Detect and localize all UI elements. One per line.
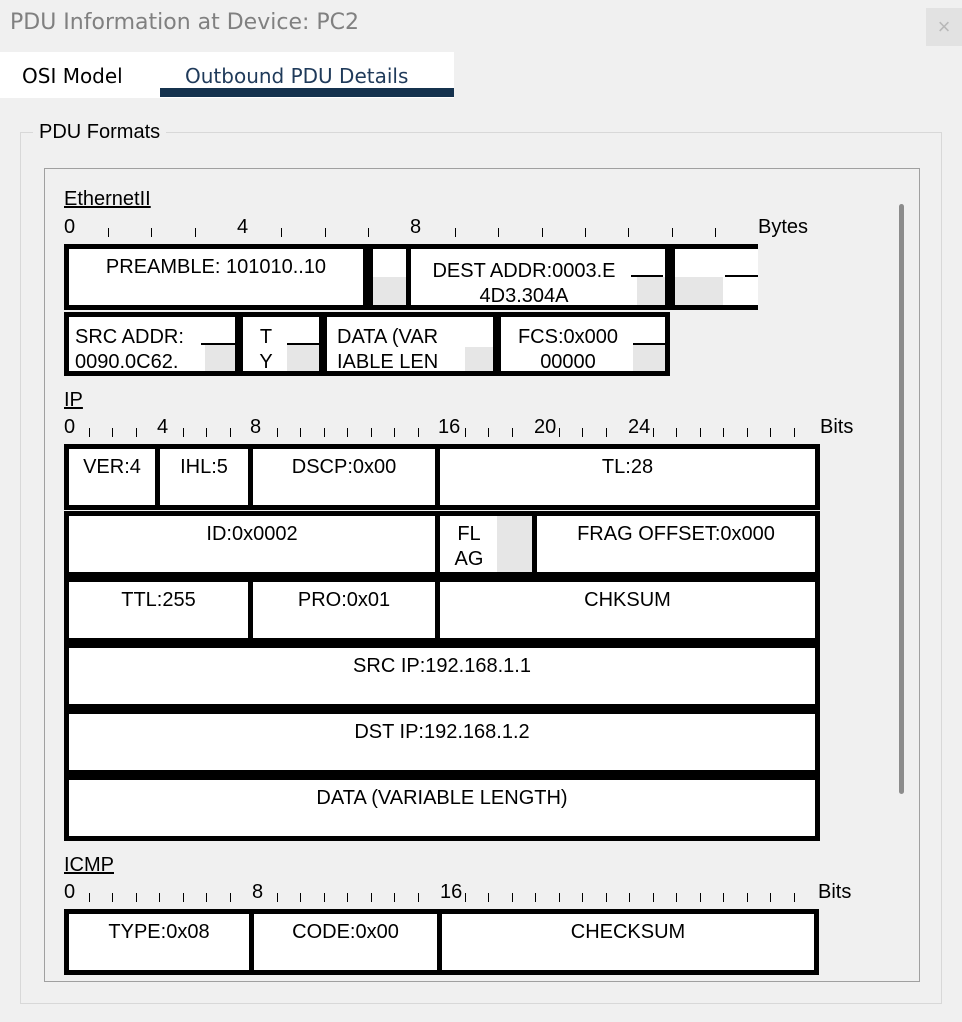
ruler-tick — [653, 428, 654, 437]
ruler-tick — [488, 893, 489, 902]
ruler-tick — [418, 428, 419, 437]
overflow-shade — [675, 277, 723, 305]
ruler-tick — [108, 228, 109, 237]
ip-src-ip-label: SRC IP:192.168.1.1 — [353, 655, 531, 677]
ruler-tick — [371, 428, 372, 437]
icmp-ruler-tick-label: 8 — [252, 881, 264, 903]
ip-ruler-tick-label: 8 — [250, 416, 262, 438]
ruler-tick — [89, 428, 90, 437]
ethernet-src-addr-field — [64, 312, 240, 376]
tab-osi-model[interactable]: OSI Model — [22, 64, 123, 88]
ruler-tick — [676, 893, 677, 902]
ip-id-field — [64, 511, 440, 577]
ruler-tick — [770, 893, 771, 902]
ethernet-dest-addr-field — [406, 244, 670, 310]
ruler-tick — [183, 893, 184, 902]
ruler-tick — [394, 893, 395, 902]
ruler-tick — [512, 428, 513, 437]
tab-bar-filler — [454, 52, 962, 98]
ethernet-dest-addr-continuation — [670, 244, 758, 310]
ethernet-fcs-line: FCS:0x000 — [517, 326, 619, 348]
ip-ttl-label: TTL:255 — [121, 589, 196, 611]
ip-tl-field — [435, 444, 820, 510]
ethernet-ruler-unit: Bytes — [758, 216, 809, 238]
ethernet-preamble-label: PREAMBLE: 101010..10 — [105, 256, 327, 278]
ip-chksum-label: CHKSUM — [584, 589, 671, 611]
ruler-tick — [628, 228, 629, 237]
ruler-tick — [629, 893, 630, 902]
ruler-tick — [112, 428, 113, 437]
ip-tl-label: TL:28 — [601, 456, 654, 478]
ruler-tick — [512, 893, 513, 902]
ip-pro-field — [248, 577, 440, 643]
ruler-tick — [700, 428, 701, 437]
ethernet-data-field — [322, 312, 498, 376]
ruler-tick — [747, 428, 748, 437]
ethernet-data-line: IABLE LEN — [337, 351, 439, 373]
overflow-shade — [465, 347, 493, 371]
field-continuation-line — [287, 343, 321, 345]
close-button[interactable] — [926, 8, 962, 46]
ruler-tick — [700, 893, 701, 902]
ip-pro-label: PRO:0x01 — [297, 589, 391, 611]
field-continuation-line — [633, 343, 665, 345]
window-title: PDU Information at Device: PC2 — [10, 10, 360, 35]
icmp-code-field — [249, 909, 442, 975]
ruler-tick — [455, 228, 456, 237]
ruler-tick — [230, 893, 231, 902]
ip-dst-ip-field — [64, 709, 820, 775]
ruler-tick — [206, 428, 207, 437]
ip-flag-line: AG — [454, 548, 484, 570]
ruler-tick — [347, 893, 348, 902]
ruler-tick — [585, 228, 586, 237]
icmp-clip-region — [44, 905, 920, 981]
overflow-shade — [205, 345, 235, 371]
ruler-tick — [747, 893, 748, 902]
ip-title: IP — [64, 389, 83, 411]
ethernet-type-field — [238, 312, 324, 376]
ip-ruler-unit: Bits — [820, 416, 854, 438]
ruler-tick — [300, 893, 301, 902]
overflow-shade — [373, 277, 406, 305]
ethernet-fcs-line: 00000 — [540, 351, 596, 373]
ruler-tick — [281, 228, 282, 237]
overflow-shade — [497, 516, 532, 572]
ip-chksum-field — [435, 577, 820, 643]
ip-data-field — [64, 775, 820, 841]
ruler-tick — [195, 228, 196, 237]
ip-flag-line: FL — [457, 523, 481, 545]
icmp-checksum-label: CHECKSUM — [570, 921, 686, 943]
ruler-tick — [770, 428, 771, 437]
ip-ttl-field — [64, 577, 253, 643]
ruler-tick — [676, 428, 677, 437]
close-icon: × — [937, 14, 951, 39]
icmp-ruler-tick-label: 0 — [64, 881, 76, 903]
ruler-tick — [582, 428, 583, 437]
ip-data-label: DATA (VARIABLE LENGTH) — [316, 787, 568, 809]
icmp-ruler-tick-label: 16 — [440, 881, 463, 903]
ip-ruler-tick-label: 0 — [64, 416, 76, 438]
icmp-title: ICMP — [64, 854, 114, 876]
ip-ver-label: VER:4 — [83, 456, 141, 478]
ruler-tick — [559, 893, 560, 902]
ethernet-ruler-tick-label: 0 — [64, 216, 76, 238]
ruler-tick — [498, 228, 499, 237]
ruler-tick — [183, 428, 184, 437]
ethernet-data-line: DATA (VAR — [337, 326, 439, 348]
ruler-tick — [89, 893, 90, 902]
tab-outbound-pdu-details[interactable]: Outbound PDU Details — [185, 64, 409, 88]
ruler-tick — [559, 428, 560, 437]
pdu-formats-legend: PDU Formats — [33, 121, 166, 144]
ruler-tick — [794, 428, 795, 437]
ruler-tick — [394, 428, 395, 437]
ip-ihl-field — [155, 444, 253, 510]
ethernet-src-addr-line: SRC ADDR: — [75, 326, 184, 348]
ethernet-type-line: T — [259, 326, 273, 348]
ip-ruler-tick-label: 24 — [628, 416, 651, 438]
ruler-tick — [347, 428, 348, 437]
ethernet-preamble-continuation — [368, 244, 411, 310]
ruler-tick — [672, 228, 673, 237]
ethernet-type-line: Y — [259, 351, 273, 373]
icmp-ruler-unit: Bits — [818, 881, 852, 903]
ruler-tick — [277, 893, 278, 902]
ruler-tick — [582, 893, 583, 902]
vertical-scrollbar-thumb[interactable] — [899, 204, 904, 794]
field-continuation-line — [201, 343, 235, 345]
ip-id-label: ID:0x0002 — [206, 523, 298, 545]
ruler-tick — [136, 428, 137, 437]
ip-src-ip-field — [64, 643, 820, 709]
ruler-tick — [606, 428, 607, 437]
ruler-tick — [159, 893, 160, 902]
ethernet-fcs-field — [496, 312, 670, 376]
ruler-tick — [715, 228, 716, 237]
ip-ruler-tick-label: 4 — [157, 416, 169, 438]
ruler-tick — [418, 893, 419, 902]
ruler-tick — [151, 228, 152, 237]
overflow-shade — [637, 277, 665, 305]
ip-ruler-tick-label: 20 — [534, 416, 557, 438]
ip-frag-offset-label: FRAG OFFSET:0x000 — [577, 523, 775, 545]
overflow-shade — [633, 345, 665, 371]
ruler-tick — [535, 893, 536, 902]
ip-flag-field — [435, 511, 537, 577]
ip-frag-offset-field — [532, 511, 820, 577]
ruler-tick — [300, 428, 301, 437]
ethernet-dest-addr-line: 4D3.304A — [479, 285, 569, 307]
ip-ver-field — [64, 444, 160, 510]
title-bar — [0, 0, 962, 52]
ruler-tick — [112, 893, 113, 902]
ruler-tick — [325, 228, 326, 237]
ruler-tick — [465, 893, 466, 902]
overflow-shade — [287, 345, 319, 371]
ip-dst-ip-label: DST IP:192.168.1.2 — [354, 721, 530, 743]
ethernet-ruler-tick-label: 4 — [237, 216, 249, 238]
ip-ihl-label: IHL:5 — [180, 456, 228, 478]
ruler-tick — [206, 893, 207, 902]
ethernet-dest-addr-line: DEST ADDR:0003.E — [432, 260, 616, 282]
ruler-tick — [324, 893, 325, 902]
ethernet-ruler-tick-label: 8 — [410, 216, 422, 238]
ruler-tick — [465, 428, 466, 437]
ruler-tick — [371, 893, 372, 902]
ruler-tick — [368, 228, 369, 237]
ethernet-src-addr-line: 0090.0C62. — [75, 351, 179, 373]
ruler-tick — [230, 428, 231, 437]
icmp-code-label: CODE:0x00 — [292, 921, 399, 943]
active-tab-indicator — [160, 88, 454, 97]
field-continuation-line — [725, 275, 758, 277]
ruler-tick — [136, 893, 137, 902]
icmp-type-field — [64, 909, 254, 975]
ruler-tick — [723, 893, 724, 902]
icmp-checksum-field — [437, 909, 819, 975]
ethernet-preamble-field — [64, 244, 368, 310]
ruler-tick — [794, 893, 795, 902]
ruler-tick — [488, 428, 489, 437]
ethernet-title: EthernetII — [64, 188, 151, 210]
ruler-tick — [723, 428, 724, 437]
ip-dscp-field — [248, 444, 440, 510]
ruler-tick — [277, 428, 278, 437]
icmp-type-label: TYPE:0x08 — [108, 921, 210, 943]
ip-ruler-tick-label: 16 — [438, 416, 461, 438]
ruler-tick — [324, 428, 325, 437]
ip-dscp-label: DSCP:0x00 — [291, 456, 397, 478]
ruler-tick — [542, 228, 543, 237]
ruler-tick — [653, 893, 654, 902]
ruler-tick — [606, 893, 607, 902]
